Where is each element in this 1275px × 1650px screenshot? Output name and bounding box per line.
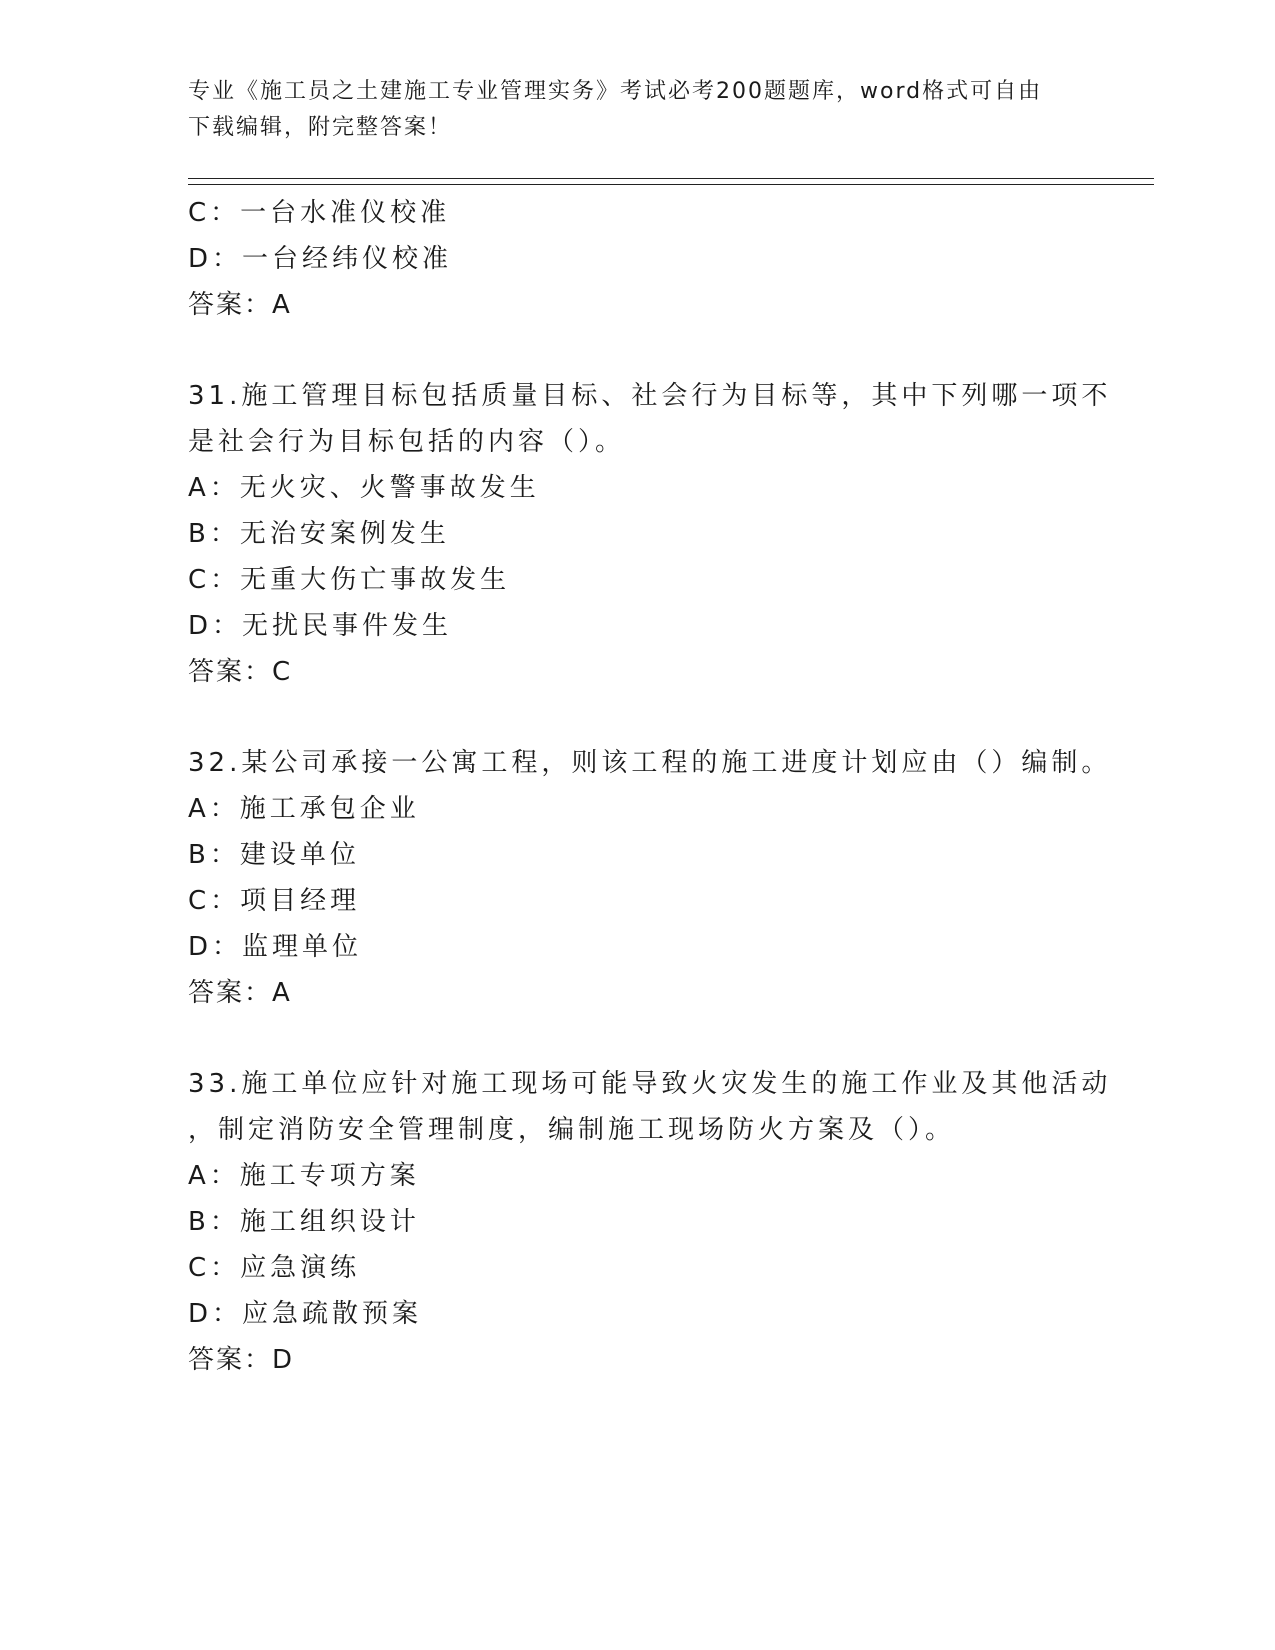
answer-line: 答案：C xyxy=(188,657,293,687)
question-content xyxy=(188,190,1112,1383)
answer-line: 答案：A xyxy=(188,290,292,320)
question-text-line: 是社会行为目标包括的内容（）。 xyxy=(188,427,626,457)
header-line-1: 专业《施工员之土建施工专业管理实务》考试必考200题题库，word格式可自由 xyxy=(188,79,1043,104)
option-b: B：建设单位 xyxy=(188,840,360,870)
option-a: A：无火灾、火警事故发生 xyxy=(188,473,540,503)
option-d: D：应急疏散预案 xyxy=(188,1299,423,1329)
option-c: C：应急演练 xyxy=(188,1253,361,1283)
option-c: C：项目经理 xyxy=(188,886,361,916)
question-32 xyxy=(188,740,1112,1016)
question-text-line: ，制定消防安全管理制度，编制施工现场防火方案及（）。 xyxy=(188,1115,956,1145)
question-text-line: 33.施工单位应针对施工现场可能导致火灾发生的施工作业及其他活动 xyxy=(188,1069,1112,1099)
option-c: C：一台水准仪校准 xyxy=(188,198,451,228)
question-text-line: 31.施工管理目标包括质量目标、社会行为目标等，其中下列哪一项不 xyxy=(188,381,1112,411)
option-b: B：施工组织设计 xyxy=(188,1207,420,1237)
previous-question-tail xyxy=(188,190,1088,328)
option-a: A：施工专项方案 xyxy=(188,1161,420,1191)
question-text-line: 32.某公司承接一公寓工程，则该工程的施工进度计划应由（）编制。 xyxy=(188,748,1112,778)
document-header xyxy=(188,74,1068,146)
answer-line: 答案：A xyxy=(188,978,292,1008)
option-b: B：无治安案例发生 xyxy=(188,519,450,549)
option-d: D：一台经纬仪校准 xyxy=(188,244,453,274)
answer-line: 答案：D xyxy=(188,1345,295,1375)
option-a: A：施工承包企业 xyxy=(188,794,420,824)
option-d: D：监理单位 xyxy=(188,932,363,962)
header-divider xyxy=(188,178,1154,185)
header-line-2: 下载编辑，附完整答案！ xyxy=(188,115,453,140)
option-c: C：无重大伤亡事故发生 xyxy=(188,565,511,595)
option-d: D：无扰民事件发生 xyxy=(188,611,453,641)
question-31 xyxy=(188,373,1112,695)
question-33 xyxy=(188,1061,1112,1383)
